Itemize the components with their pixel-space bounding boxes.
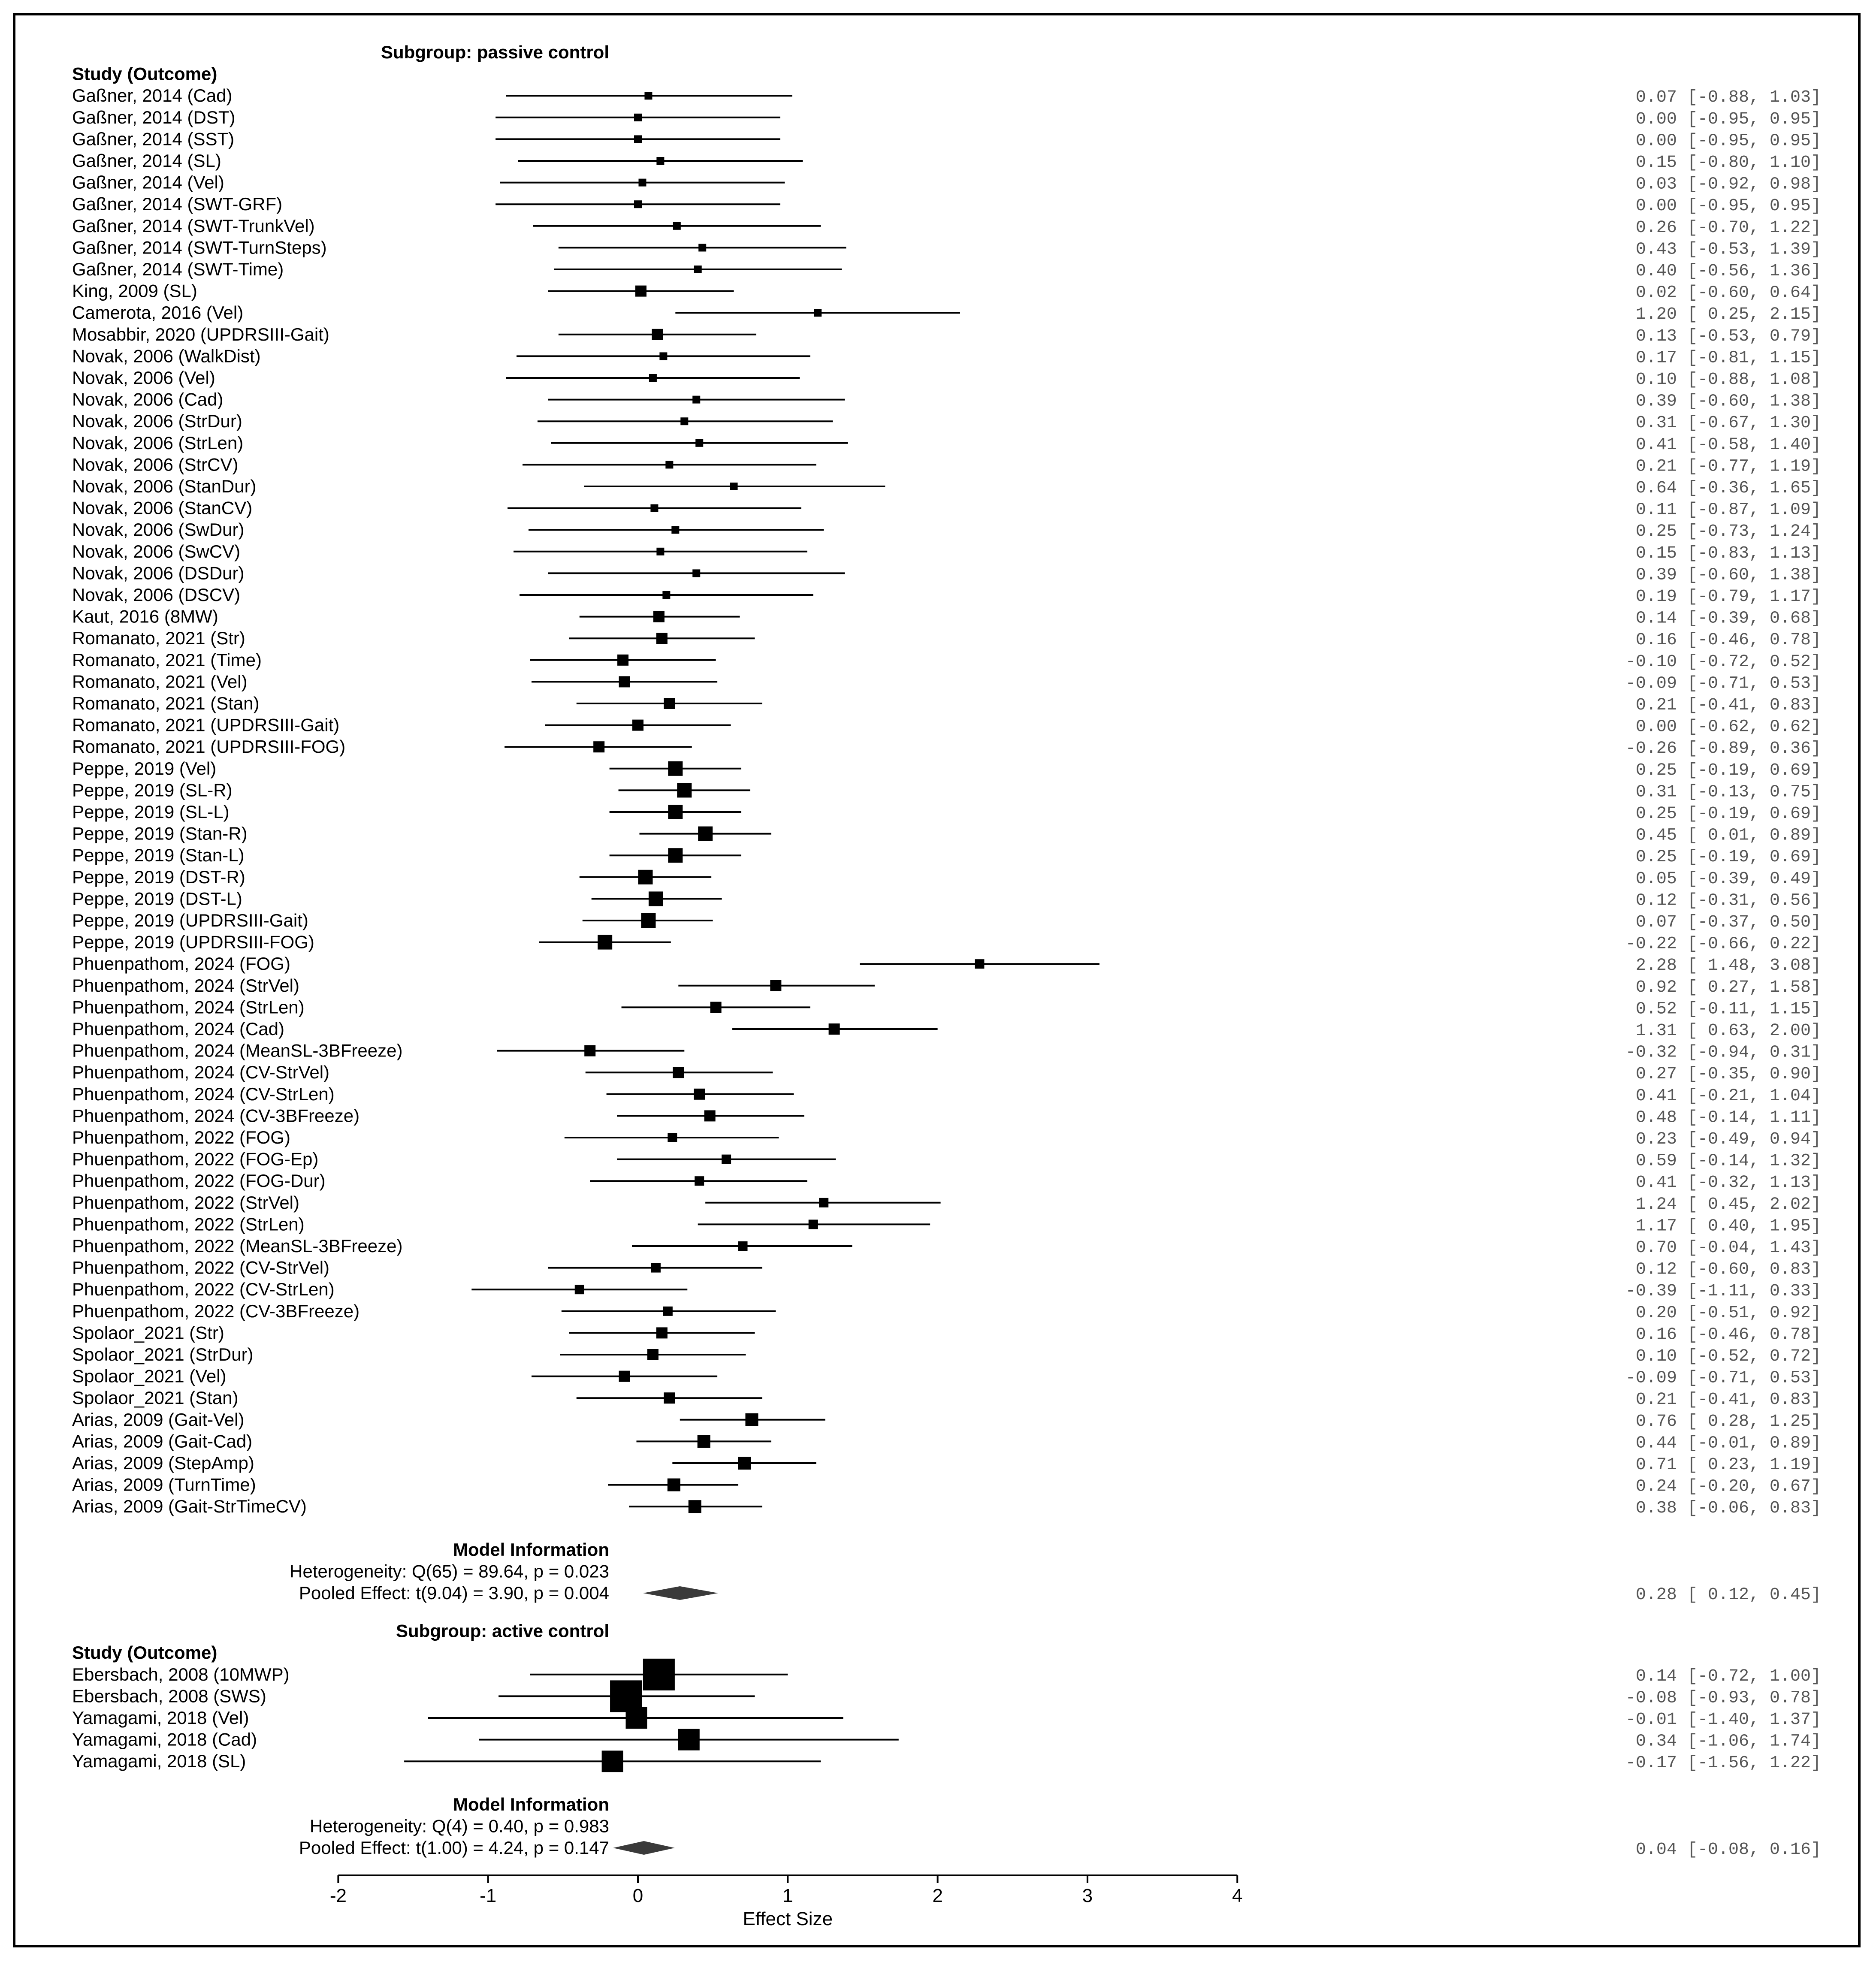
ci-value: 0.21 [-0.77, 1.19]	[1635, 457, 1821, 477]
effect-marker	[649, 374, 657, 382]
effect-marker	[695, 1176, 704, 1186]
effect-marker	[664, 1392, 675, 1404]
ci-value: -0.22 [-0.66, 0.22]	[1625, 934, 1821, 954]
study-label: Romanato, 2021 (Stan)	[72, 693, 260, 713]
subgroup-title: Subgroup: passive control	[381, 42, 609, 62]
study-label: Gaßner, 2014 (DST)	[72, 107, 236, 127]
study-label: Arias, 2009 (Gait-StrTimeCV)	[72, 1496, 307, 1517]
study-label: Gaßner, 2014 (SWT-Time)	[72, 259, 284, 279]
ci-value: 0.00 [-0.62, 0.62]	[1635, 717, 1821, 737]
ci-value: 0.25 [-0.19, 0.69]	[1635, 848, 1821, 867]
study-label: Phuenpathom, 2024 (CV-StrLen)	[72, 1084, 335, 1104]
effect-marker	[668, 805, 683, 819]
study-label: Mosabbir, 2020 (UPDRSIII-Gait)	[72, 324, 329, 344]
ci-value: 0.38 [-0.06, 0.83]	[1635, 1499, 1821, 1518]
effect-marker	[698, 827, 713, 841]
ci-value: 0.23 [-0.49, 0.94]	[1635, 1130, 1821, 1149]
ci-value: 0.16 [-0.46, 0.78]	[1635, 1325, 1821, 1345]
study-label: Phuenpathom, 2022 (CV-StrLen)	[72, 1279, 335, 1300]
effect-marker	[602, 1751, 623, 1772]
ci-value: 0.76 [ 0.28, 1.25]	[1635, 1412, 1821, 1431]
ci-value: 0.05 [-0.39, 0.49]	[1635, 869, 1821, 889]
ci-value: 0.12 [-0.60, 0.83]	[1635, 1260, 1821, 1280]
study-label: Peppe, 2019 (DST-R)	[72, 866, 245, 887]
heterogeneity-text: Heterogeneity: Q(65) = 89.64, p = 0.023	[290, 1561, 609, 1582]
subgroup-title: Subgroup: active control	[396, 1621, 609, 1641]
ci-value: 1.17 [ 0.40, 1.95]	[1635, 1216, 1821, 1236]
study-label: Peppe, 2019 (DST-L)	[72, 888, 242, 909]
effect-marker	[975, 959, 984, 969]
ci-value: 0.02 [-0.60, 0.64]	[1635, 283, 1821, 303]
x-tick-label: -2	[329, 1885, 347, 1906]
effect-marker	[650, 504, 658, 512]
study-label: Spolaor_2021 (Str)	[72, 1322, 224, 1343]
model-info-header: Model Information	[453, 1539, 609, 1560]
study-label: Spolaor_2021 (Vel)	[72, 1366, 227, 1386]
study-label: Phuenpathom, 2024 (CV-StrVel)	[72, 1062, 330, 1083]
effect-marker	[668, 761, 683, 776]
ci-value: 0.31 [-0.13, 0.75]	[1635, 782, 1821, 802]
study-label: Yamagami, 2018 (SL)	[72, 1751, 246, 1772]
effect-marker	[647, 1349, 659, 1360]
effect-marker	[665, 461, 673, 468]
ci-value: 0.64 [-0.36, 1.65]	[1635, 479, 1821, 498]
study-label: Gaßner, 2014 (SST)	[72, 129, 235, 149]
study-label: Phuenpathom, 2022 (StrVel)	[72, 1192, 300, 1213]
effect-marker	[738, 1457, 751, 1470]
study-label: Novak, 2006 (WalkDist)	[72, 346, 261, 366]
study-label: Phuenpathom, 2022 (MeanSL-3BFreeze)	[72, 1236, 403, 1256]
effect-marker	[641, 913, 656, 928]
effect-marker	[651, 1263, 661, 1273]
ci-value: 1.24 [ 0.45, 2.02]	[1635, 1195, 1821, 1214]
ci-value: 0.25 [-0.19, 0.69]	[1635, 761, 1821, 780]
ci-value: 0.10 [-0.88, 1.08]	[1635, 370, 1821, 389]
ci-value: -0.01 [-1.40, 1.37]	[1625, 1710, 1821, 1730]
ci-value: 0.03 [-0.92, 0.98]	[1635, 175, 1821, 194]
ci-value: 0.44 [-0.01, 0.89]	[1635, 1434, 1821, 1453]
study-label: Phuenpathom, 2024 (Cad)	[72, 1019, 284, 1039]
study-label: Arias, 2009 (StepAmp)	[72, 1453, 254, 1473]
study-label: Phuenpathom, 2024 (StrLen)	[72, 997, 305, 1017]
study-label: Gaßner, 2014 (SWT-GRF)	[72, 194, 283, 214]
effect-marker	[829, 1023, 840, 1035]
effect-marker	[656, 633, 668, 644]
pooled-diamond	[613, 1841, 675, 1855]
ci-value: 0.39 [-0.60, 1.38]	[1635, 565, 1821, 585]
effect-marker	[704, 1110, 716, 1121]
effect-marker	[593, 741, 604, 752]
effect-marker	[649, 891, 663, 906]
study-label: Spolaor_2021 (Stan)	[72, 1388, 239, 1408]
study-label: Peppe, 2019 (Vel)	[72, 758, 217, 779]
x-tick-label: -1	[480, 1885, 497, 1906]
study-label: Phuenpathom, 2022 (CV-3BFreeze)	[72, 1301, 360, 1321]
pooled-effect-text: Pooled Effect: t(1.00) = 4.24, p = 0.147	[299, 1838, 609, 1858]
study-label: King, 2009 (SL)	[72, 281, 197, 301]
column-header: Study (Outcome)	[72, 1642, 218, 1663]
effect-marker	[619, 1371, 630, 1382]
ci-value: -0.32 [-0.94, 0.31]	[1625, 1043, 1821, 1062]
study-label: Camerota, 2016 (Vel)	[72, 302, 244, 323]
effect-marker	[668, 848, 683, 863]
study-label: Gaßner, 2014 (SWT-TurnSteps)	[72, 237, 327, 258]
effect-marker	[663, 1307, 673, 1316]
effect-marker	[671, 526, 679, 534]
ci-value: 0.21 [-0.41, 0.83]	[1635, 1390, 1821, 1410]
study-label: Peppe, 2019 (SL-R)	[72, 780, 233, 800]
x-tick-label: 2	[932, 1885, 943, 1906]
pooled-ci-value: 0.04 [-0.08, 0.16]	[1635, 1840, 1821, 1859]
ci-value: 0.70 [-0.04, 1.43]	[1635, 1238, 1821, 1258]
ci-value: 0.11 [-0.87, 1.09]	[1635, 500, 1821, 520]
study-label: Gaßner, 2014 (SWT-TrunkVel)	[72, 215, 315, 236]
x-axis-title: Effect Size	[743, 1908, 833, 1929]
effect-marker	[745, 1413, 758, 1426]
ci-value: 0.27 [-0.35, 0.90]	[1635, 1065, 1821, 1084]
ci-value: 0.48 [-0.14, 1.11]	[1635, 1108, 1821, 1128]
study-label: Novak, 2006 (DSDur)	[72, 563, 245, 583]
study-label: Peppe, 2019 (SL-L)	[72, 802, 230, 822]
effect-marker	[638, 870, 653, 884]
effect-marker	[659, 352, 667, 360]
ci-value: 0.41 [-0.58, 1.40]	[1635, 435, 1821, 455]
column-header: Study (Outcome)	[72, 63, 218, 84]
study-label: Novak, 2006 (StrCV)	[72, 454, 239, 475]
study-label: Novak, 2006 (Cad)	[72, 389, 224, 410]
study-label: Peppe, 2019 (UPDRSIII-FOG)	[72, 932, 314, 952]
ci-value: 0.07 [-0.88, 1.03]	[1635, 88, 1821, 108]
study-label: Gaßner, 2014 (Cad)	[72, 85, 233, 106]
effect-marker	[673, 222, 681, 230]
study-label: Arias, 2009 (TurnTime)	[72, 1474, 256, 1495]
effect-marker	[598, 935, 612, 950]
effect-marker	[692, 396, 700, 404]
effect-marker	[694, 1089, 705, 1100]
ci-value: 0.59 [-0.14, 1.32]	[1635, 1151, 1821, 1171]
ci-value: 0.14 [-0.39, 0.68]	[1635, 609, 1821, 628]
effect-marker	[664, 698, 675, 709]
effect-marker	[677, 783, 692, 797]
effect-marker	[656, 157, 664, 165]
effect-marker	[656, 548, 664, 555]
study-label: Kaut, 2016 (8MW)	[72, 606, 218, 627]
study-label: Romanato, 2021 (UPDRSIII-Gait)	[72, 715, 340, 735]
study-label: Peppe, 2019 (Stan-L)	[72, 845, 245, 866]
effect-marker	[678, 1729, 700, 1751]
ci-value: 0.25 [-0.73, 1.24]	[1635, 522, 1821, 542]
ci-value: 1.31 [ 0.63, 2.00]	[1635, 1021, 1821, 1041]
effect-marker	[644, 92, 652, 100]
effect-marker	[656, 1327, 668, 1338]
ci-value: 0.71 [ 0.23, 1.19]	[1635, 1455, 1821, 1475]
study-label: Arias, 2009 (Gait-Cad)	[72, 1431, 253, 1452]
ci-value: 0.12 [-0.31, 0.56]	[1635, 891, 1821, 911]
effect-marker	[689, 1500, 701, 1513]
heterogeneity-text: Heterogeneity: Q(4) = 0.40, p = 0.983	[309, 1816, 609, 1836]
ci-value: -0.17 [-1.56, 1.22]	[1625, 1754, 1821, 1773]
study-label: Phuenpathom, 2024 (FOG)	[72, 954, 290, 974]
study-label: Yamagami, 2018 (Cad)	[72, 1729, 257, 1750]
ci-value: 0.26 [-0.70, 1.22]	[1635, 218, 1821, 238]
ci-value: 1.20 [ 0.25, 2.15]	[1635, 305, 1821, 325]
ci-value: -0.08 [-0.93, 0.78]	[1625, 1688, 1821, 1708]
study-label: Romanato, 2021 (UPDRSIII-FOG)	[72, 737, 346, 757]
study-label: Peppe, 2019 (UPDRSIII-Gait)	[72, 910, 308, 930]
ci-value: 0.13 [-0.53, 0.79]	[1635, 326, 1821, 346]
effect-marker	[698, 244, 706, 251]
study-label: Yamagami, 2018 (Vel)	[72, 1708, 249, 1728]
x-tick-label: 4	[1232, 1885, 1243, 1906]
study-label: Phuenpathom, 2022 (FOG)	[72, 1127, 290, 1147]
study-label: Phuenpathom, 2024 (MeanSL-3BFreeze)	[72, 1040, 403, 1061]
ci-value: 0.14 [-0.72, 1.00]	[1635, 1666, 1821, 1686]
study-label: Gaßner, 2014 (Vel)	[72, 172, 224, 193]
x-tick-label: 0	[632, 1885, 643, 1906]
ci-value: 0.43 [-0.53, 1.39]	[1635, 240, 1821, 260]
study-label: Phuenpathom, 2022 (CV-StrVel)	[72, 1257, 330, 1278]
ci-value: 0.20 [-0.51, 0.92]	[1635, 1303, 1821, 1323]
effect-marker	[695, 439, 703, 447]
study-label: Novak, 2006 (StanCV)	[72, 498, 253, 518]
effect-marker	[643, 1659, 675, 1690]
effect-marker	[809, 1219, 818, 1229]
effect-marker	[634, 135, 642, 143]
study-label: Romanato, 2021 (Vel)	[72, 671, 248, 692]
ci-value: 0.00 [-0.95, 0.95]	[1635, 196, 1821, 216]
study-label: Novak, 2006 (DSCV)	[72, 585, 241, 605]
effect-marker	[626, 1707, 647, 1729]
study-label: Spolaor_2021 (StrDur)	[72, 1344, 254, 1364]
ci-value: 0.19 [-0.79, 1.17]	[1635, 587, 1821, 607]
effect-marker	[770, 980, 781, 991]
study-label: Gaßner, 2014 (SL)	[72, 151, 221, 171]
study-label: Novak, 2006 (StanDur)	[72, 476, 257, 496]
ci-value: 0.31 [-0.67, 1.30]	[1635, 414, 1821, 433]
effect-marker	[680, 417, 688, 425]
study-label: Novak, 2006 (StrDur)	[72, 411, 242, 432]
effect-marker	[710, 1002, 722, 1013]
effect-marker	[738, 1241, 748, 1251]
ci-value: 0.21 [-0.41, 0.83]	[1635, 696, 1821, 715]
ci-value: 0.15 [-0.80, 1.10]	[1635, 153, 1821, 172]
ci-value: 0.00 [-0.95, 0.95]	[1635, 109, 1821, 129]
ci-value: 0.39 [-0.60, 1.38]	[1635, 392, 1821, 411]
ci-value: 0.45 [ 0.01, 0.89]	[1635, 826, 1821, 845]
ci-value: -0.26 [-0.89, 0.36]	[1625, 739, 1821, 759]
ci-value: 0.07 [-0.37, 0.50]	[1635, 913, 1821, 932]
effect-marker	[584, 1045, 595, 1056]
study-label: Novak, 2006 (StrLen)	[72, 432, 244, 453]
ci-value: 0.24 [-0.20, 0.67]	[1635, 1477, 1821, 1497]
effect-marker	[634, 200, 642, 208]
ci-value: 0.15 [-0.83, 1.13]	[1635, 543, 1821, 563]
study-label: Arias, 2009 (Gait-Vel)	[72, 1409, 245, 1430]
effect-marker	[730, 483, 738, 490]
effect-marker	[668, 1479, 680, 1491]
ci-value: 0.52 [-0.11, 1.15]	[1635, 999, 1821, 1019]
study-label: Novak, 2006 (SwDur)	[72, 519, 245, 540]
ci-value: 0.00 [-0.95, 0.95]	[1635, 131, 1821, 151]
effect-marker	[662, 591, 670, 599]
effect-marker	[692, 569, 700, 577]
study-label: Phuenpathom, 2022 (FOG-Ep)	[72, 1149, 319, 1169]
study-label: Phuenpathom, 2024 (CV-3BFreeze)	[72, 1105, 360, 1126]
x-tick-label: 3	[1082, 1885, 1093, 1906]
x-tick-label: 1	[782, 1885, 793, 1906]
ci-value: 0.41 [-0.21, 1.04]	[1635, 1086, 1821, 1106]
ci-value: 0.16 [-0.46, 0.78]	[1635, 631, 1821, 650]
ci-value: -0.09 [-0.71, 0.53]	[1625, 1368, 1821, 1388]
pooled-diamond	[643, 1586, 718, 1600]
ci-value: -0.10 [-0.72, 0.52]	[1625, 652, 1821, 672]
ci-value: 0.17 [-0.81, 1.15]	[1635, 348, 1821, 368]
effect-marker	[698, 1435, 710, 1448]
study-label: Ebersbach, 2008 (10MWP)	[72, 1664, 290, 1684]
effect-marker	[617, 655, 628, 666]
study-label: Romanato, 2021 (Str)	[72, 628, 245, 649]
effect-marker	[635, 286, 646, 297]
study-label: Phuenpathom, 2022 (StrLen)	[72, 1214, 305, 1235]
study-label: Phuenpathom, 2022 (FOG-Dur)	[72, 1171, 326, 1191]
effect-marker	[819, 1198, 828, 1207]
effect-marker	[814, 309, 822, 317]
model-info-header: Model Information	[453, 1794, 609, 1814]
effect-marker	[638, 179, 646, 187]
pooled-effect-text: Pooled Effect: t(9.04) = 3.90, p = 0.004	[299, 1583, 609, 1603]
ci-value: 0.25 [-0.19, 0.69]	[1635, 804, 1821, 824]
ci-value: 2.28 [ 1.48, 3.08]	[1635, 956, 1821, 976]
study-label: Romanato, 2021 (Time)	[72, 649, 262, 670]
effect-marker	[652, 329, 663, 340]
effect-marker	[575, 1285, 584, 1294]
study-label: Peppe, 2019 (Stan-R)	[72, 823, 248, 844]
pooled-ci-value: 0.28 [ 0.12, 0.45]	[1635, 1585, 1821, 1605]
study-label: Ebersbach, 2008 (SWS)	[72, 1686, 266, 1706]
ci-value: -0.09 [-0.71, 0.53]	[1625, 674, 1821, 694]
effect-marker	[694, 266, 702, 273]
effect-marker	[668, 1133, 677, 1142]
ci-value: 0.10 [-0.52, 0.72]	[1635, 1347, 1821, 1366]
ci-value: 0.41 [-0.32, 1.13]	[1635, 1173, 1821, 1193]
ci-value: 0.34 [-1.06, 1.74]	[1635, 1732, 1821, 1751]
effect-marker	[653, 611, 665, 622]
effect-marker	[632, 720, 643, 731]
effect-marker	[634, 114, 642, 121]
effect-marker	[673, 1067, 684, 1078]
ci-value: -0.39 [-1.11, 0.33]	[1625, 1282, 1821, 1301]
study-label: Novak, 2006 (SwCV)	[72, 541, 241, 561]
study-label: Novak, 2006 (Vel)	[72, 368, 215, 388]
effect-marker	[722, 1155, 731, 1164]
study-label: Phuenpathom, 2024 (StrVel)	[72, 975, 300, 996]
ci-value: 0.40 [-0.56, 1.36]	[1635, 262, 1821, 281]
effect-marker	[619, 676, 630, 687]
ci-value: 0.92 [ 0.27, 1.58]	[1635, 978, 1821, 997]
